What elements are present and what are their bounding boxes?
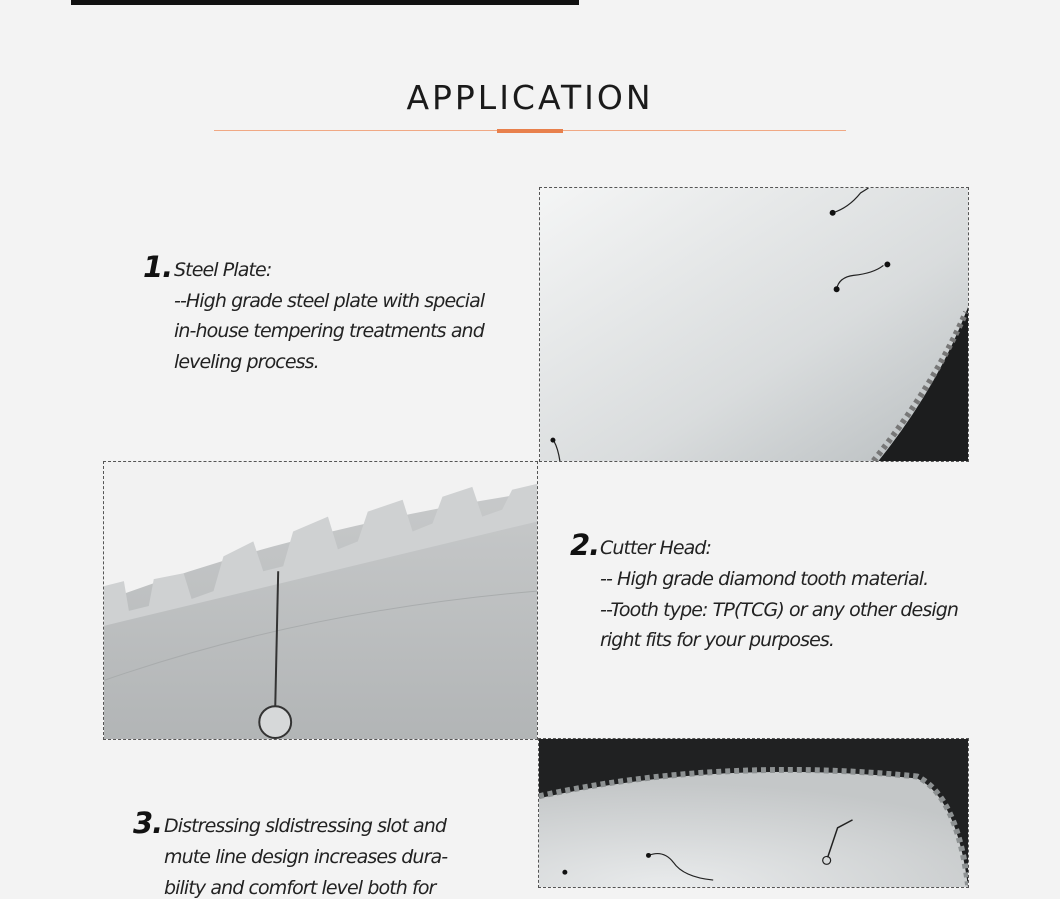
- feature-line: -- High grade diamond tooth material.: [600, 568, 929, 590]
- feature-heading: Cutter Head:: [600, 537, 712, 559]
- feature-line: right fits for your purposes.: [600, 629, 834, 651]
- feature-line: --Tooth type: TP(TCG) or any other design: [600, 599, 959, 621]
- feature-line: bility and comfort level both for: [164, 877, 436, 899]
- top-image-edge: [71, 0, 579, 5]
- feature-number: 1.: [143, 250, 173, 284]
- feature-line: --High grade steel plate with special: [174, 290, 485, 312]
- feature-line: leveling process.: [174, 351, 319, 373]
- feature-heading: Steel Plate:: [174, 259, 272, 281]
- title-underline-accent: [497, 129, 563, 133]
- feature-number: 3.: [133, 806, 163, 840]
- section-title: APPLICATION: [406, 78, 654, 117]
- feature-line: in-house tempering treatments and: [174, 320, 484, 342]
- feature-number: 2.: [570, 528, 600, 562]
- steel-plate-photo: [539, 187, 969, 462]
- feature-line: Distressing sldistressing slot and: [164, 815, 447, 837]
- feature-line: mute line design increases dura-: [164, 846, 448, 868]
- distressing-slot-photo: [538, 738, 969, 888]
- cutter-head-photo: [103, 461, 538, 740]
